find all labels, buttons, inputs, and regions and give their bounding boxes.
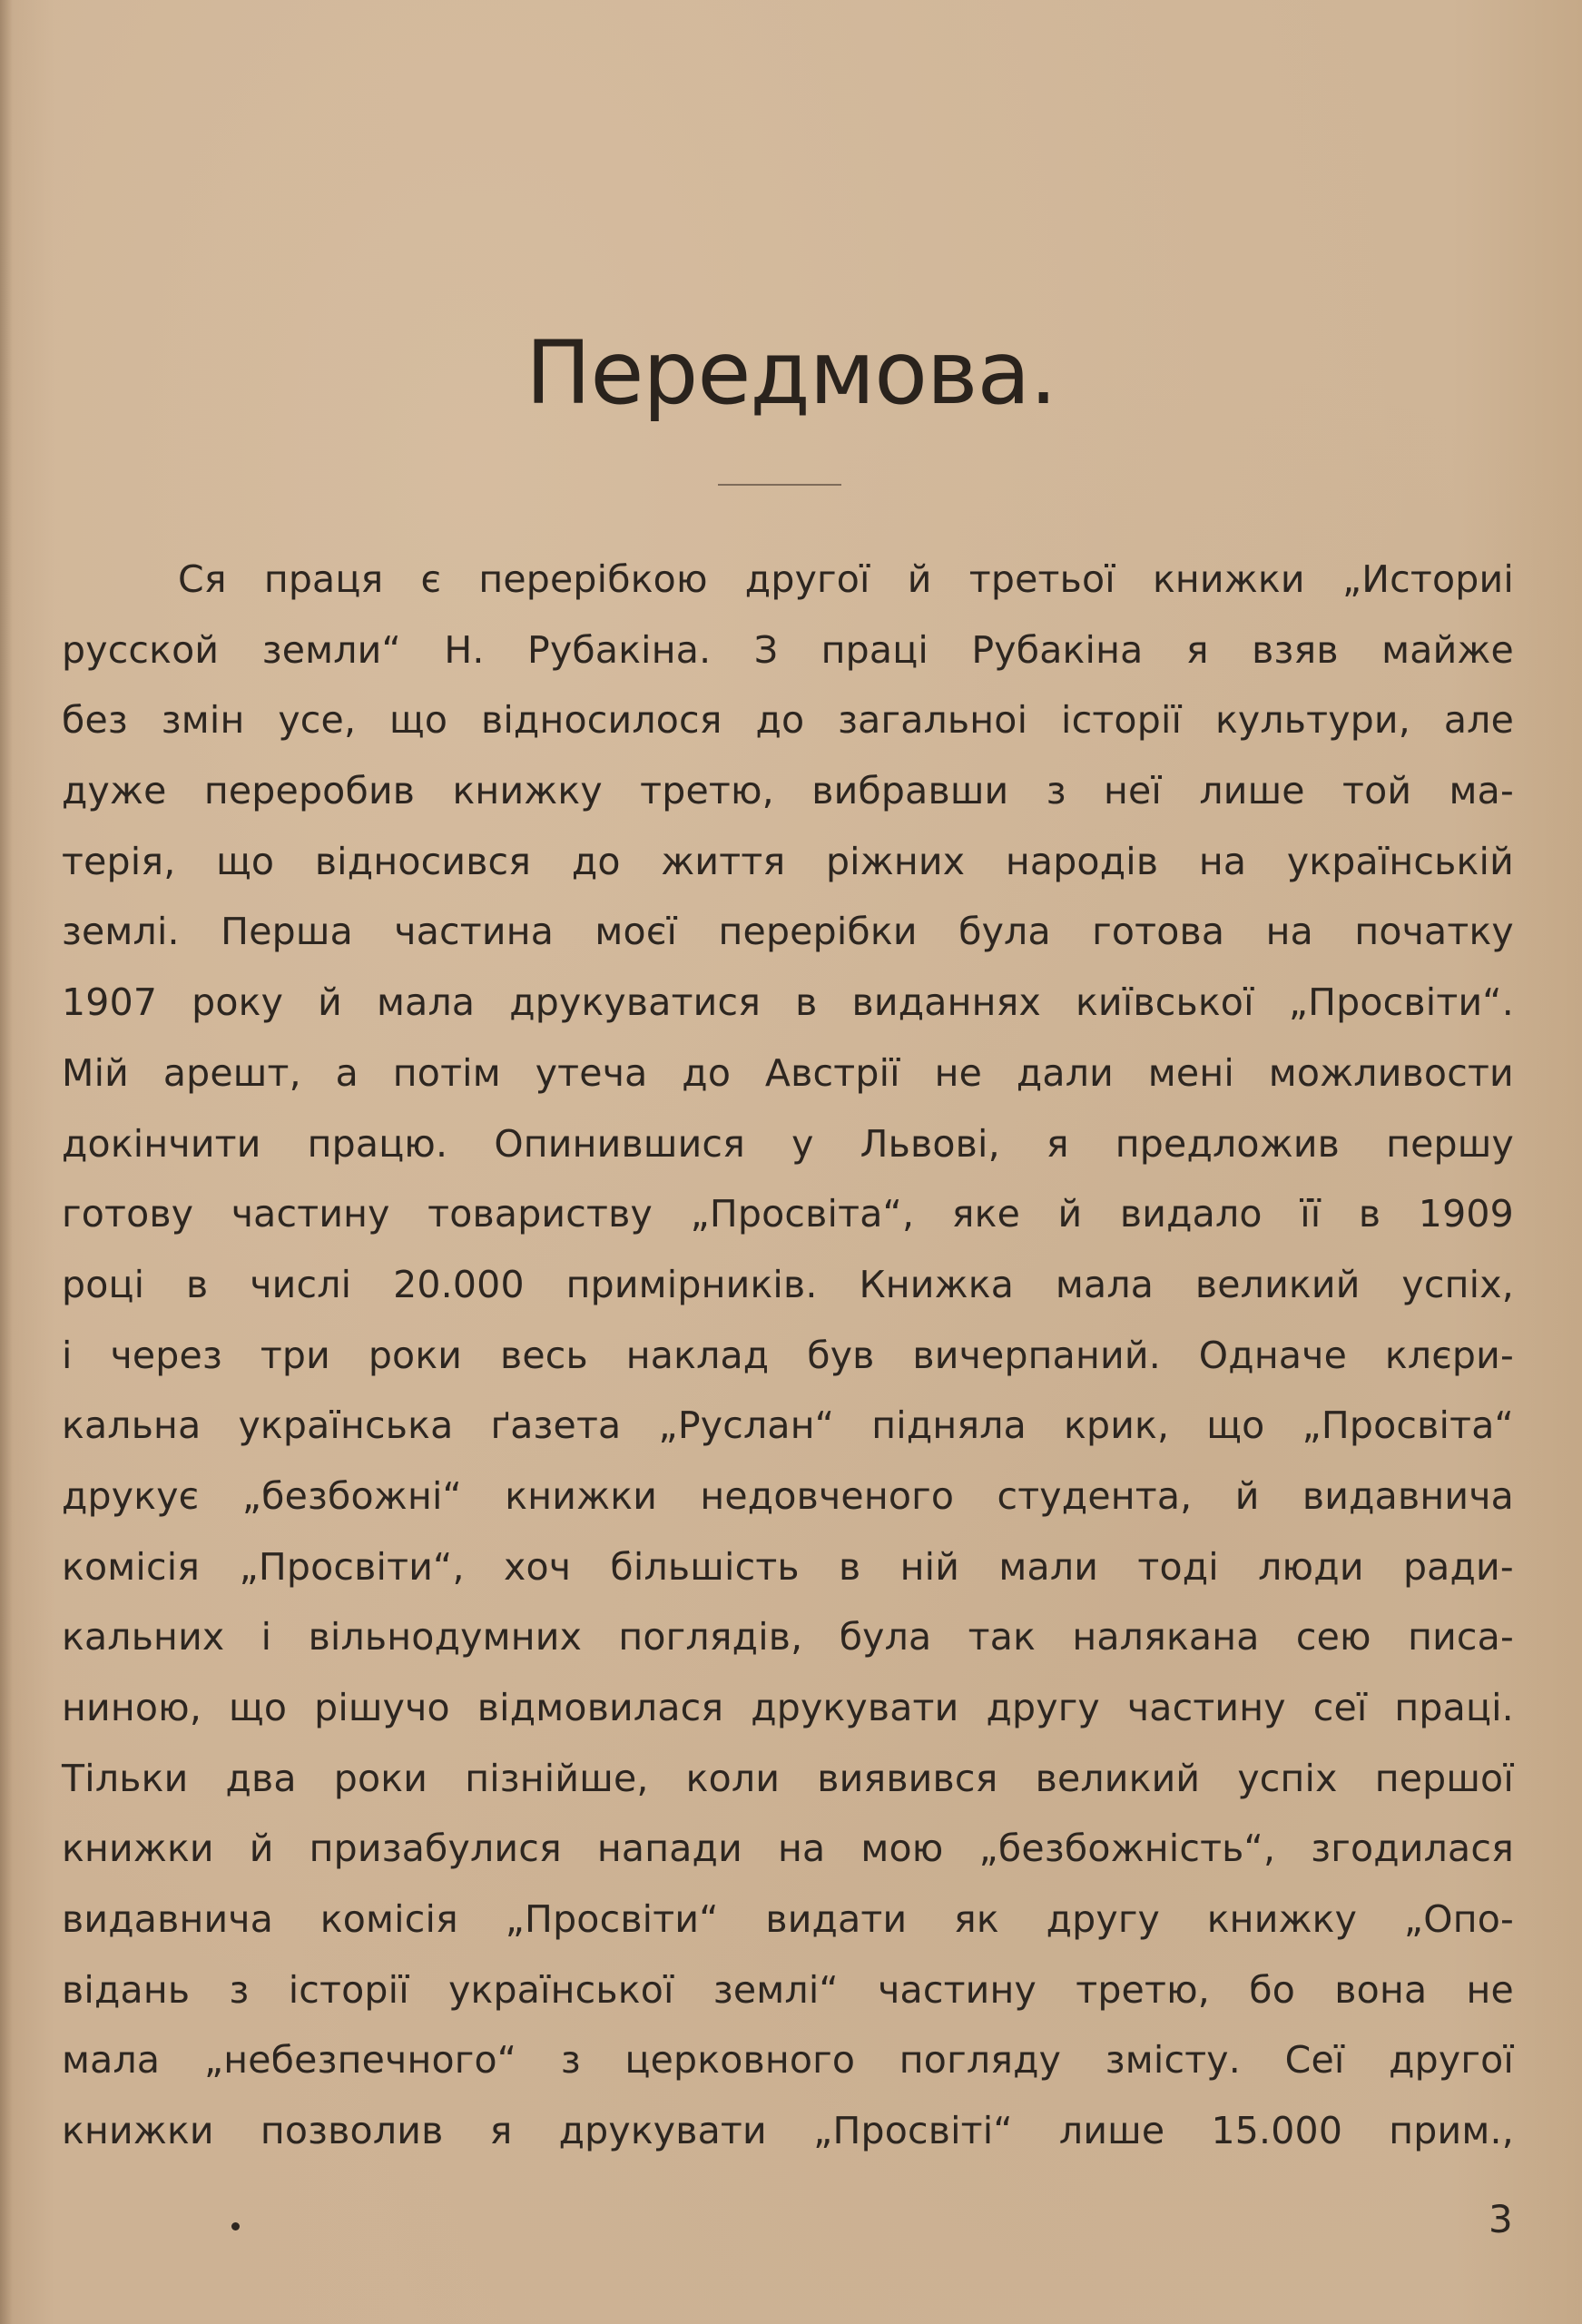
word: відань bbox=[62, 1967, 191, 2012]
word: видати bbox=[765, 1897, 908, 1942]
word: моєї bbox=[594, 910, 678, 954]
text-line bbox=[62, 1744, 1514, 1815]
word: дали bbox=[1016, 1050, 1114, 1095]
word: що bbox=[389, 698, 448, 743]
word: я bbox=[1046, 1121, 1069, 1166]
word: відносилося bbox=[480, 698, 722, 743]
word: що bbox=[1206, 1403, 1265, 1448]
word: 1907 bbox=[62, 980, 158, 1025]
title-divider bbox=[718, 484, 841, 486]
word: землі“ bbox=[712, 1967, 839, 2012]
word: Ся bbox=[178, 557, 227, 601]
word: ма- bbox=[1449, 769, 1514, 813]
word: „Историі bbox=[1341, 557, 1514, 601]
word: три bbox=[260, 1333, 330, 1377]
word: роки bbox=[368, 1333, 463, 1377]
word: праці bbox=[820, 627, 929, 672]
word: початку bbox=[1354, 910, 1514, 954]
word: як bbox=[954, 1897, 999, 1942]
word: ради- bbox=[1402, 1544, 1514, 1589]
word: другої bbox=[744, 557, 870, 601]
word: студента, bbox=[997, 1473, 1193, 1518]
word: готову bbox=[62, 1192, 194, 1236]
word: до bbox=[682, 1050, 732, 1095]
word: „Просвіта“ bbox=[1302, 1403, 1514, 1448]
word: коли bbox=[685, 1756, 781, 1800]
word: її bbox=[1300, 1192, 1322, 1236]
word: частину bbox=[878, 1967, 1037, 2012]
word: українській bbox=[1286, 839, 1514, 883]
word: усе, bbox=[278, 698, 357, 743]
text-line bbox=[62, 1391, 1514, 1462]
word: Рубакіна bbox=[971, 627, 1144, 672]
word: книжки bbox=[62, 2109, 214, 2153]
text-line bbox=[62, 615, 1514, 686]
word: частина bbox=[394, 910, 555, 954]
word: є bbox=[420, 557, 442, 601]
word: призабулися bbox=[309, 1827, 562, 1871]
word: „Просвіти“. bbox=[1288, 980, 1514, 1025]
text-line bbox=[62, 1602, 1514, 1673]
word: утеча bbox=[535, 1050, 648, 1095]
word: примірників. bbox=[565, 1262, 818, 1306]
word: третьої bbox=[968, 557, 1115, 601]
text-line bbox=[62, 897, 1514, 968]
word: друкує bbox=[62, 1473, 200, 1518]
word: друкувати bbox=[751, 1686, 959, 1729]
word: докінчити bbox=[62, 1121, 261, 1166]
word: яке bbox=[951, 1192, 1020, 1236]
word: через bbox=[110, 1333, 222, 1377]
word: Тільки bbox=[62, 1756, 189, 1800]
word: третю, bbox=[640, 769, 774, 813]
word: був bbox=[807, 1333, 875, 1377]
word: вибравши bbox=[811, 769, 1009, 813]
word: роки bbox=[333, 1756, 428, 1800]
word: виданнях bbox=[851, 980, 1041, 1025]
word: українська bbox=[238, 1403, 454, 1448]
word: арешт, bbox=[162, 1050, 301, 1095]
word: Рубакіна. bbox=[527, 627, 712, 672]
word: Опинившися bbox=[494, 1121, 746, 1166]
word: лише bbox=[1058, 2109, 1165, 2153]
preface-paragraph bbox=[62, 545, 1514, 2167]
word: книжку bbox=[1206, 1897, 1358, 1942]
text-line bbox=[62, 1109, 1514, 1180]
word: мала bbox=[62, 2038, 161, 2083]
word: праця bbox=[263, 557, 384, 601]
word: й bbox=[907, 557, 932, 601]
word: Сеї bbox=[1284, 2038, 1345, 2083]
page-title: Передмова. bbox=[526, 322, 1056, 424]
word: З bbox=[753, 627, 779, 672]
text-line bbox=[62, 2025, 1514, 2096]
word: два bbox=[225, 1756, 297, 1800]
word: на bbox=[777, 1827, 826, 1871]
word: числі bbox=[250, 1262, 352, 1306]
word: взяв bbox=[1252, 627, 1339, 672]
text-line bbox=[62, 968, 1514, 1039]
word: клєри- bbox=[1384, 1333, 1514, 1377]
word: з bbox=[229, 1967, 250, 2012]
word: в bbox=[839, 1544, 861, 1589]
word: без bbox=[62, 698, 128, 743]
word: кальних bbox=[62, 1615, 225, 1659]
text-line bbox=[62, 1321, 1514, 1392]
word: комісія bbox=[62, 1544, 201, 1589]
word: згодилася bbox=[1311, 1827, 1514, 1871]
word: друкувати bbox=[558, 2109, 767, 2153]
word: української bbox=[448, 1967, 674, 2012]
word: життя bbox=[661, 839, 786, 883]
word: Львові, bbox=[860, 1121, 1000, 1166]
word: так bbox=[968, 1615, 1037, 1659]
word: „Просвіти“, bbox=[239, 1544, 465, 1589]
word: дуже bbox=[62, 769, 167, 813]
text-line bbox=[62, 1955, 1514, 2026]
word: великий bbox=[1194, 1262, 1361, 1306]
word: той bbox=[1342, 769, 1412, 813]
word: предложив bbox=[1115, 1121, 1341, 1166]
word: вичерпаний. bbox=[912, 1333, 1161, 1377]
word: 1909 bbox=[1418, 1192, 1514, 1236]
word: була bbox=[958, 910, 1051, 954]
word: напади bbox=[596, 1827, 742, 1871]
word: київської bbox=[1075, 980, 1254, 1025]
word: і bbox=[260, 1615, 272, 1659]
word: народів bbox=[1005, 839, 1159, 883]
word: перерібки bbox=[718, 910, 918, 954]
word: змісту. bbox=[1105, 2038, 1241, 2083]
word: не bbox=[934, 1050, 983, 1095]
word: ниною, bbox=[62, 1686, 202, 1729]
word: Австрії bbox=[764, 1050, 900, 1095]
word: частину bbox=[231, 1192, 390, 1236]
word: видавнича bbox=[1302, 1473, 1514, 1518]
word: була bbox=[839, 1615, 932, 1659]
text-line bbox=[62, 1179, 1514, 1250]
word: в bbox=[186, 1262, 209, 1306]
word: праці. bbox=[1394, 1686, 1514, 1729]
word: Перша bbox=[221, 910, 353, 954]
word: сеї bbox=[1312, 1686, 1368, 1729]
word: готова bbox=[1092, 910, 1225, 954]
word: налякана bbox=[1072, 1615, 1260, 1659]
word: я bbox=[1185, 627, 1209, 672]
word: році bbox=[62, 1262, 145, 1306]
word: пізнійше, bbox=[465, 1756, 649, 1800]
word: 15.000 bbox=[1211, 2109, 1343, 2153]
word: другу bbox=[1046, 1897, 1161, 1942]
word: великий bbox=[1035, 1756, 1201, 1800]
word: землі. bbox=[62, 910, 180, 954]
word: культури, bbox=[1214, 698, 1411, 743]
text-line bbox=[62, 756, 1514, 827]
word: крик, bbox=[1064, 1403, 1170, 1448]
word: ріжних bbox=[825, 839, 966, 883]
word: „небезпечного“ bbox=[203, 2038, 517, 2083]
word: виявився bbox=[817, 1756, 998, 1800]
word: історії bbox=[1061, 698, 1183, 743]
word: з bbox=[1046, 769, 1066, 813]
word: а bbox=[335, 1050, 359, 1095]
word: 20.000 bbox=[393, 1262, 525, 1306]
page-number: 3 bbox=[1489, 2197, 1513, 2241]
word: земли“ bbox=[261, 627, 401, 672]
word: видало bbox=[1119, 1192, 1263, 1236]
text-line bbox=[62, 2096, 1514, 2167]
word: й bbox=[1234, 1473, 1260, 1518]
word: працю. bbox=[307, 1121, 448, 1166]
print-dot-mark bbox=[231, 2222, 240, 2230]
word: мені bbox=[1147, 1050, 1234, 1095]
word: мали bbox=[998, 1544, 1099, 1589]
word: комісія bbox=[319, 1897, 458, 1942]
word: прим., bbox=[1389, 2109, 1514, 2153]
word: лише bbox=[1199, 769, 1305, 813]
word: історії bbox=[288, 1967, 409, 2012]
text-line bbox=[62, 545, 1514, 615]
word: й bbox=[318, 980, 342, 1025]
text-line bbox=[62, 1814, 1514, 1885]
word: рішучо bbox=[314, 1686, 450, 1729]
word: ній bbox=[899, 1544, 960, 1589]
word: загальноі bbox=[838, 698, 1028, 743]
word: поглядів, bbox=[618, 1615, 803, 1659]
word: „безбожність“, bbox=[978, 1827, 1276, 1871]
text-line bbox=[62, 827, 1514, 898]
word: з bbox=[560, 2038, 581, 2083]
word: не bbox=[1466, 1967, 1514, 2012]
word: другу bbox=[986, 1686, 1100, 1729]
text-line bbox=[62, 1673, 1514, 1744]
word: „Просвіта“, bbox=[690, 1192, 915, 1236]
word: книжки bbox=[62, 1827, 214, 1871]
word: Книжка bbox=[859, 1262, 1015, 1306]
word: русской bbox=[62, 627, 220, 672]
text-line bbox=[62, 1250, 1514, 1321]
word: терія, bbox=[62, 839, 176, 883]
word: вільнодумних bbox=[308, 1615, 583, 1659]
word: що bbox=[216, 839, 275, 883]
word: підняла bbox=[871, 1403, 1027, 1448]
word: „безбожні“ bbox=[241, 1473, 462, 1518]
word: „Опо- bbox=[1403, 1897, 1514, 1942]
word: першу bbox=[1386, 1121, 1514, 1166]
word: потім bbox=[392, 1050, 501, 1095]
word: й bbox=[249, 1827, 274, 1871]
word: можливости bbox=[1268, 1050, 1514, 1095]
word: „Руслан“ bbox=[658, 1403, 835, 1448]
word: позволив bbox=[260, 2109, 444, 2153]
word: року bbox=[192, 980, 284, 1025]
word: Мій bbox=[62, 1050, 130, 1095]
word: більшість bbox=[610, 1544, 800, 1589]
word: недовченого bbox=[700, 1473, 955, 1518]
word: книжки bbox=[1152, 557, 1305, 601]
word: й bbox=[1057, 1192, 1083, 1236]
word: змін bbox=[161, 698, 245, 743]
word: третю, bbox=[1076, 1967, 1211, 2012]
word: неї bbox=[1104, 769, 1163, 813]
word: перерібкою bbox=[478, 557, 708, 601]
word: першої bbox=[1374, 1756, 1514, 1800]
word: друкуватися bbox=[509, 980, 762, 1025]
word: ґазета bbox=[490, 1403, 622, 1448]
text-line bbox=[62, 1039, 1514, 1109]
word: писа- bbox=[1408, 1615, 1514, 1659]
text-line bbox=[62, 685, 1514, 756]
word: що bbox=[229, 1686, 288, 1729]
word: видавнича bbox=[62, 1897, 274, 1942]
word: відносився bbox=[314, 839, 532, 883]
word: до bbox=[571, 839, 621, 883]
word: наклад bbox=[625, 1333, 770, 1377]
word: Одначе bbox=[1198, 1333, 1347, 1377]
word: погляду bbox=[899, 2038, 1062, 2083]
word: майже bbox=[1381, 627, 1514, 672]
word: до bbox=[755, 698, 805, 743]
word: на bbox=[1198, 839, 1247, 883]
word: переробив bbox=[203, 769, 416, 813]
word: „Просвіти“ bbox=[505, 1897, 719, 1942]
word: другої bbox=[1389, 2038, 1514, 2083]
word: весь bbox=[500, 1333, 588, 1377]
word: тоді bbox=[1137, 1544, 1219, 1589]
word: мала bbox=[377, 980, 476, 1025]
word: але bbox=[1443, 698, 1514, 743]
text-line bbox=[62, 1532, 1514, 1603]
word: у bbox=[791, 1121, 814, 1166]
word: і bbox=[62, 1333, 73, 1377]
word: книжки bbox=[505, 1473, 658, 1518]
word: бо bbox=[1249, 1967, 1296, 2012]
word: кальна bbox=[62, 1403, 201, 1448]
word: мою bbox=[860, 1827, 944, 1871]
text-line bbox=[62, 1885, 1514, 1955]
word: в bbox=[795, 980, 818, 1025]
word: люди bbox=[1258, 1544, 1364, 1589]
word: успіх bbox=[1237, 1756, 1338, 1800]
word: Н. bbox=[444, 627, 485, 672]
word: книжку bbox=[452, 769, 603, 813]
word: на bbox=[1265, 910, 1313, 954]
word: в bbox=[1358, 1192, 1381, 1236]
text-line bbox=[62, 1462, 1514, 1532]
word: мала bbox=[1055, 1262, 1155, 1306]
word: успіх, bbox=[1401, 1262, 1514, 1306]
word: хоч bbox=[503, 1544, 572, 1589]
word: сею bbox=[1295, 1615, 1371, 1659]
word: я bbox=[489, 2109, 513, 2153]
word: вона bbox=[1334, 1967, 1428, 2012]
word: відмовилася bbox=[477, 1686, 724, 1729]
word: церковного bbox=[624, 2038, 856, 2083]
word: „Просвіті“ bbox=[813, 2109, 1013, 2153]
word: товариству bbox=[427, 1192, 653, 1236]
word: частину bbox=[1126, 1686, 1286, 1729]
